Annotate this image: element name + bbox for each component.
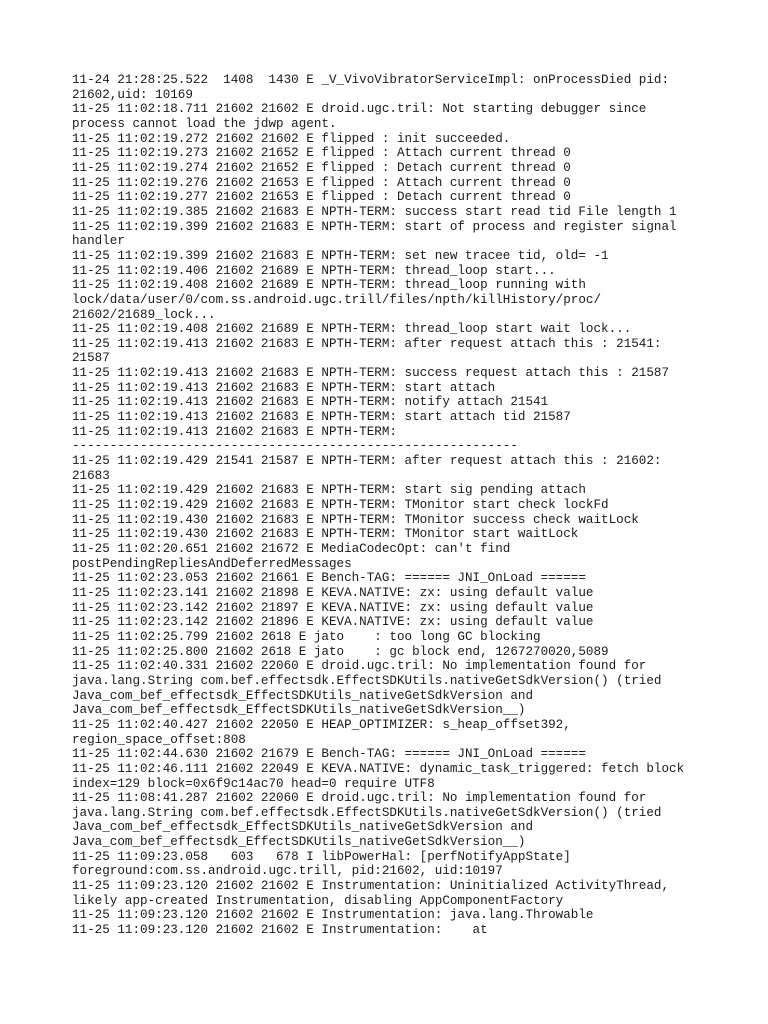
log-line: 11-25 11:02:19.277 21602 21653 E flipped : Detach current thread 0 [72, 190, 571, 205]
log-line: 11-25 11:02:19.406 21602 21689 E NPTH-TERM: thread_loop start... [72, 263, 556, 278]
log-line: 11-25 11:09:23.120 21602 21602 E Instrumentation: at [72, 923, 488, 938]
log-line: 11-25 11:02:19.413 21602 21683 E NPTH-TERM: notify attach 21541 [72, 395, 549, 410]
log-line: java.lang.String com.bef.effectsdk.EffectSDKUtils.nativeGetSdkVersion() (tried [72, 805, 662, 820]
log-line: 11-25 11:02:19.399 21602 21683 E NPTH-TERM: set new tracee tid, old= -1 [72, 248, 609, 263]
log-line: 11-25 11:02:19.413 21602 21683 E NPTH-TERM: success request attach this : 21587 [72, 366, 670, 381]
log-line: 11-25 11:09:23.058 603 678 I libPowerHal: [perfNotifyAppState] [72, 849, 571, 864]
log-line: 11-25 11:02:19.273 21602 21652 E flipped : Attach current thread 0 [72, 146, 571, 161]
log-line: 11-25 11:02:19.399 21602 21683 E NPTH-TERM: start of process and register signal [72, 219, 677, 234]
log-line: 11-25 11:02:40.331 21602 22060 E droid.ugc.tril: No implementation found for [72, 659, 647, 674]
log-line: Java_com_bef_effectsdk_EffectSDKUtils_nativeGetSdkVersion and [72, 820, 534, 835]
log-line: 11-25 11:02:44.630 21602 21679 E Bench-TAG: ====== JNI_OnLoad ====== [72, 747, 586, 762]
log-line: java.lang.String com.bef.effectsdk.EffectSDKUtils.nativeGetSdkVersion() (tried [72, 673, 662, 688]
log-line: 11-25 11:02:19.408 21602 21689 E NPTH-TERM: thread_loop running with [72, 278, 586, 293]
log-line: 11-25 11:09:23.120 21602 21602 E Instrumentation: Uninitialized ActivityThread, [72, 879, 670, 894]
log-line: Java_com_bef_effectsdk_EffectSDKUtils_nativeGetSdkVersion__) [72, 703, 526, 718]
log-line: foreground:com.ss.android.ugc.trill, pid:21602, uid:10197 [72, 864, 503, 879]
log-line: 11-25 11:02:19.429 21602 21683 E NPTH-TERM: start sig pending attach [72, 483, 586, 498]
log-line: 11-25 11:02:19.429 21602 21683 E NPTH-TERM: TMonitor start check lockFd [72, 498, 609, 513]
log-line: 11-25 11:02:19.385 21602 21683 E NPTH-TERM: success start read tid File length 1 [72, 204, 677, 219]
log-line: Java_com_bef_effectsdk_EffectSDKUtils_nativeGetSdkVersion and [72, 688, 534, 703]
log-line: ----------------------------------------------------------- [72, 439, 518, 454]
log-line: postPendingRepliesAndDeferredMessages [72, 556, 352, 571]
log-line: 11-25 11:02:19.429 21541 21587 E NPTH-TERM: after request attach this : 21602: [72, 454, 662, 469]
log-line: 11-25 11:02:25.800 21602 2618 E jato : gc block end, 1267270020,5089 [72, 644, 609, 659]
log-line: 11-25 11:02:19.430 21602 21683 E NPTH-TERM: TMonitor success check waitLock [72, 512, 639, 527]
log-line: 11-25 11:02:23.142 21602 21897 E KEVA.NATIVE: zx: using default value [72, 600, 594, 615]
log-line: lock/data/user/0/com.ss.android.ugc.trill/files/npth/killHistory/proc/ [72, 292, 602, 307]
log-line: 11-25 11:02:25.799 21602 2618 E jato : too long GC blocking [72, 629, 541, 644]
log-line: 11-25 11:02:19.413 21602 21683 E NPTH-TERM: [72, 424, 397, 439]
log-line: handler [72, 234, 125, 249]
log-line: 21587 [72, 351, 110, 366]
log-line: 11-25 11:02:19.408 21602 21689 E NPTH-TERM: thread_loop start wait lock... [72, 322, 632, 337]
log-line: 11-25 11:02:19.413 21602 21683 E NPTH-TERM: start attach [72, 380, 496, 395]
log-line: 11-25 11:02:19.276 21602 21653 E flipped : Attach current thread 0 [72, 175, 571, 190]
log-line: process cannot load the jdwp agent. [72, 116, 337, 131]
log-line: 11-25 11:02:19.430 21602 21683 E NPTH-TERM: TMonitor start waitLock [72, 527, 579, 542]
log-line: 21602,uid: 10169 [72, 87, 193, 102]
log-line: 11-25 11:02:19.413 21602 21683 E NPTH-TERM: start attach tid 21587 [72, 410, 571, 425]
log-line: 11-25 11:02:23.142 21602 21896 E KEVA.NATIVE: zx: using default value [72, 615, 594, 630]
log-line: 11-24 21:28:25.522 1408 1430 E _V_VivoVibratorServiceImpl: onProcessDied pid: [72, 73, 670, 87]
log-line: 11-25 11:08:41.287 21602 22060 E droid.ugc.tril: No implementation found for [72, 791, 647, 806]
log-line: 21683 [72, 468, 110, 483]
log-line: 21602/21689_lock... [72, 307, 216, 322]
log-line: likely app-created Instrumentation, disabling AppComponentFactory [72, 893, 564, 908]
log-line: 11-25 11:02:19.272 21602 21602 E flipped : init succeeded. [72, 131, 511, 146]
log-line: 11-25 11:02:19.413 21602 21683 E NPTH-TERM: after request attach this : 21541: [72, 336, 662, 351]
log-line: index=129 block=0x6f9c14ac70 head=0 require UTF8 [72, 776, 435, 791]
log-text-body [72, 73, 692, 938]
log-line: 11-25 11:09:23.120 21602 21602 E Instrumentation: java.lang.Throwable [72, 908, 594, 923]
log-line: 11-25 11:02:46.111 21602 22049 E KEVA.NATIVE: dynamic_task_triggered: fetch block [72, 761, 685, 776]
log-line: 11-25 11:02:19.274 21602 21652 E flipped : Detach current thread 0 [72, 160, 571, 175]
log-line: 11-25 11:02:40.427 21602 22050 E HEAP_OPTIMIZER: s_heap_offset392, [72, 717, 571, 732]
log-line: region_space_offset:808 [72, 732, 246, 747]
log-line: Java_com_bef_effectsdk_EffectSDKUtils_nativeGetSdkVersion__) [72, 835, 526, 850]
log-line: 11-25 11:02:20.651 21602 21672 E MediaCodecOpt: can't find [72, 542, 511, 556]
log-line: 11-25 11:02:23.141 21602 21898 E KEVA.NATIVE: zx: using default value [72, 585, 594, 600]
log-line: 11-25 11:02:23.053 21602 21661 E Bench-TAG: ====== JNI_OnLoad ====== [72, 571, 586, 586]
log-line: 11-25 11:02:18.711 21602 21602 E droid.ugc.tril: Not starting debugger since [72, 102, 647, 117]
